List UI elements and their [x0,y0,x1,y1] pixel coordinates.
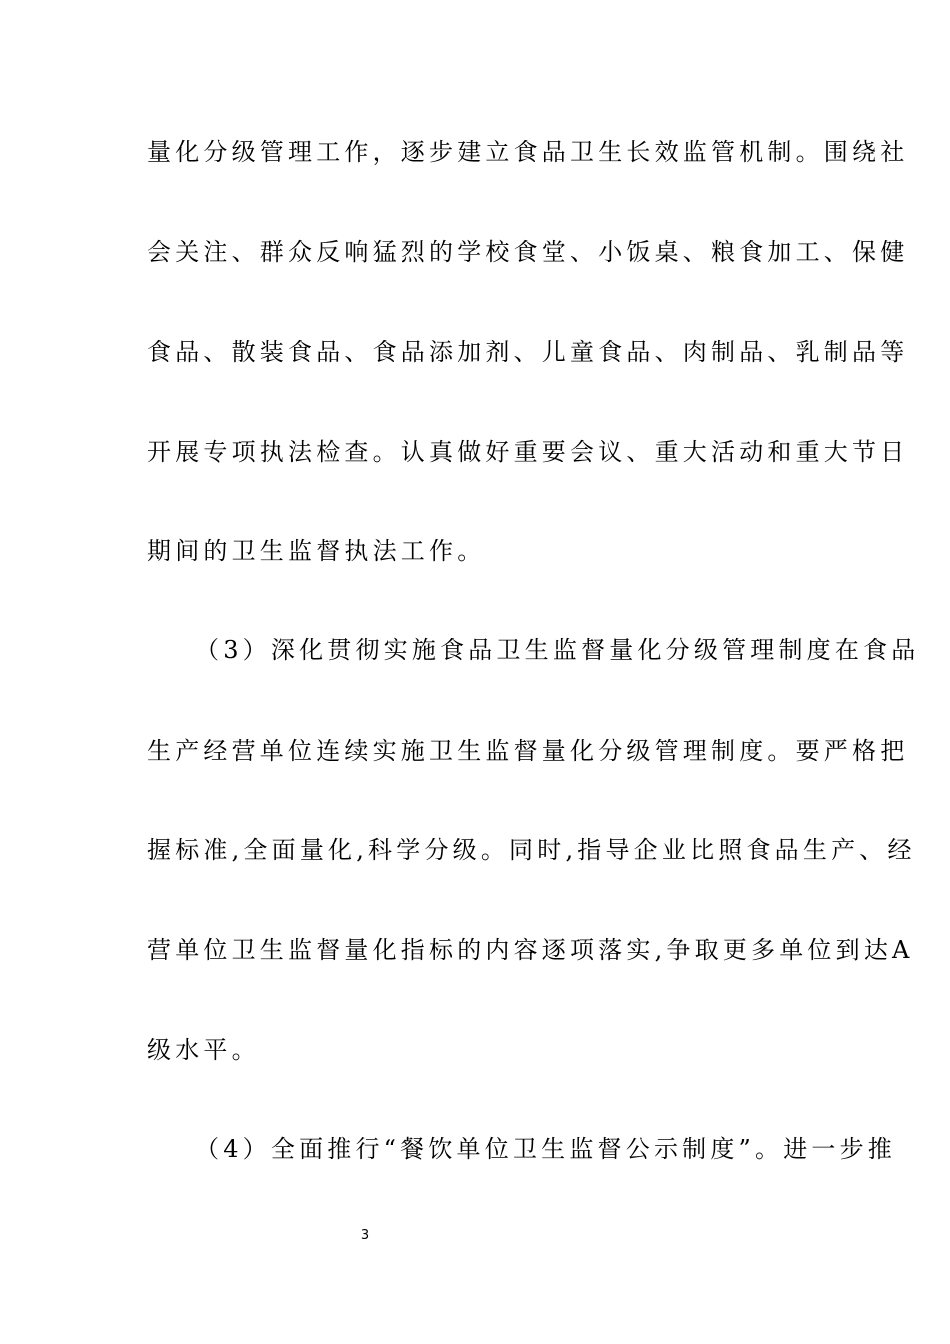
paragraph-line: 期间的卫生监督执法工作。 [147,537,486,565]
paragraph-line: （4）全面推行“餐饮单位卫生监督公示制度”。进一步推 [195,1135,897,1163]
paragraph-line: 营单位卫生监督量化指标的内容逐项落实,争取更多单位到达A [147,936,914,964]
page-number: 3 [360,1228,370,1243]
paragraph-line: 生产经营单位连续实施卫生监督量化分级管理制度。要严格把 [147,737,909,765]
paragraph-line: 会关注、群众反响猛烈的学校食堂、小饭桌、粮食加工、保健 [147,238,909,266]
paragraph-line: 握标准,全面量化,科学分级。同时,指导企业比照食品生产、经 [147,836,916,864]
paragraph-line: 开展专项执法检查。认真做好重要会议、重大活动和重大节日 [147,438,909,466]
paragraph-line: 级水平。 [147,1036,260,1064]
paragraph-line: （3）深化贯彻实施食品卫生监督量化分级管理制度在食品 [195,636,920,664]
paragraph-line: 量化分级管理工作，逐步建立食品卫生长效监管机制。围绕社 [147,138,909,166]
paragraph-line: 食品、散装食品、食品添加剂、儿童食品、肉制品、乳制品等 [147,338,909,366]
